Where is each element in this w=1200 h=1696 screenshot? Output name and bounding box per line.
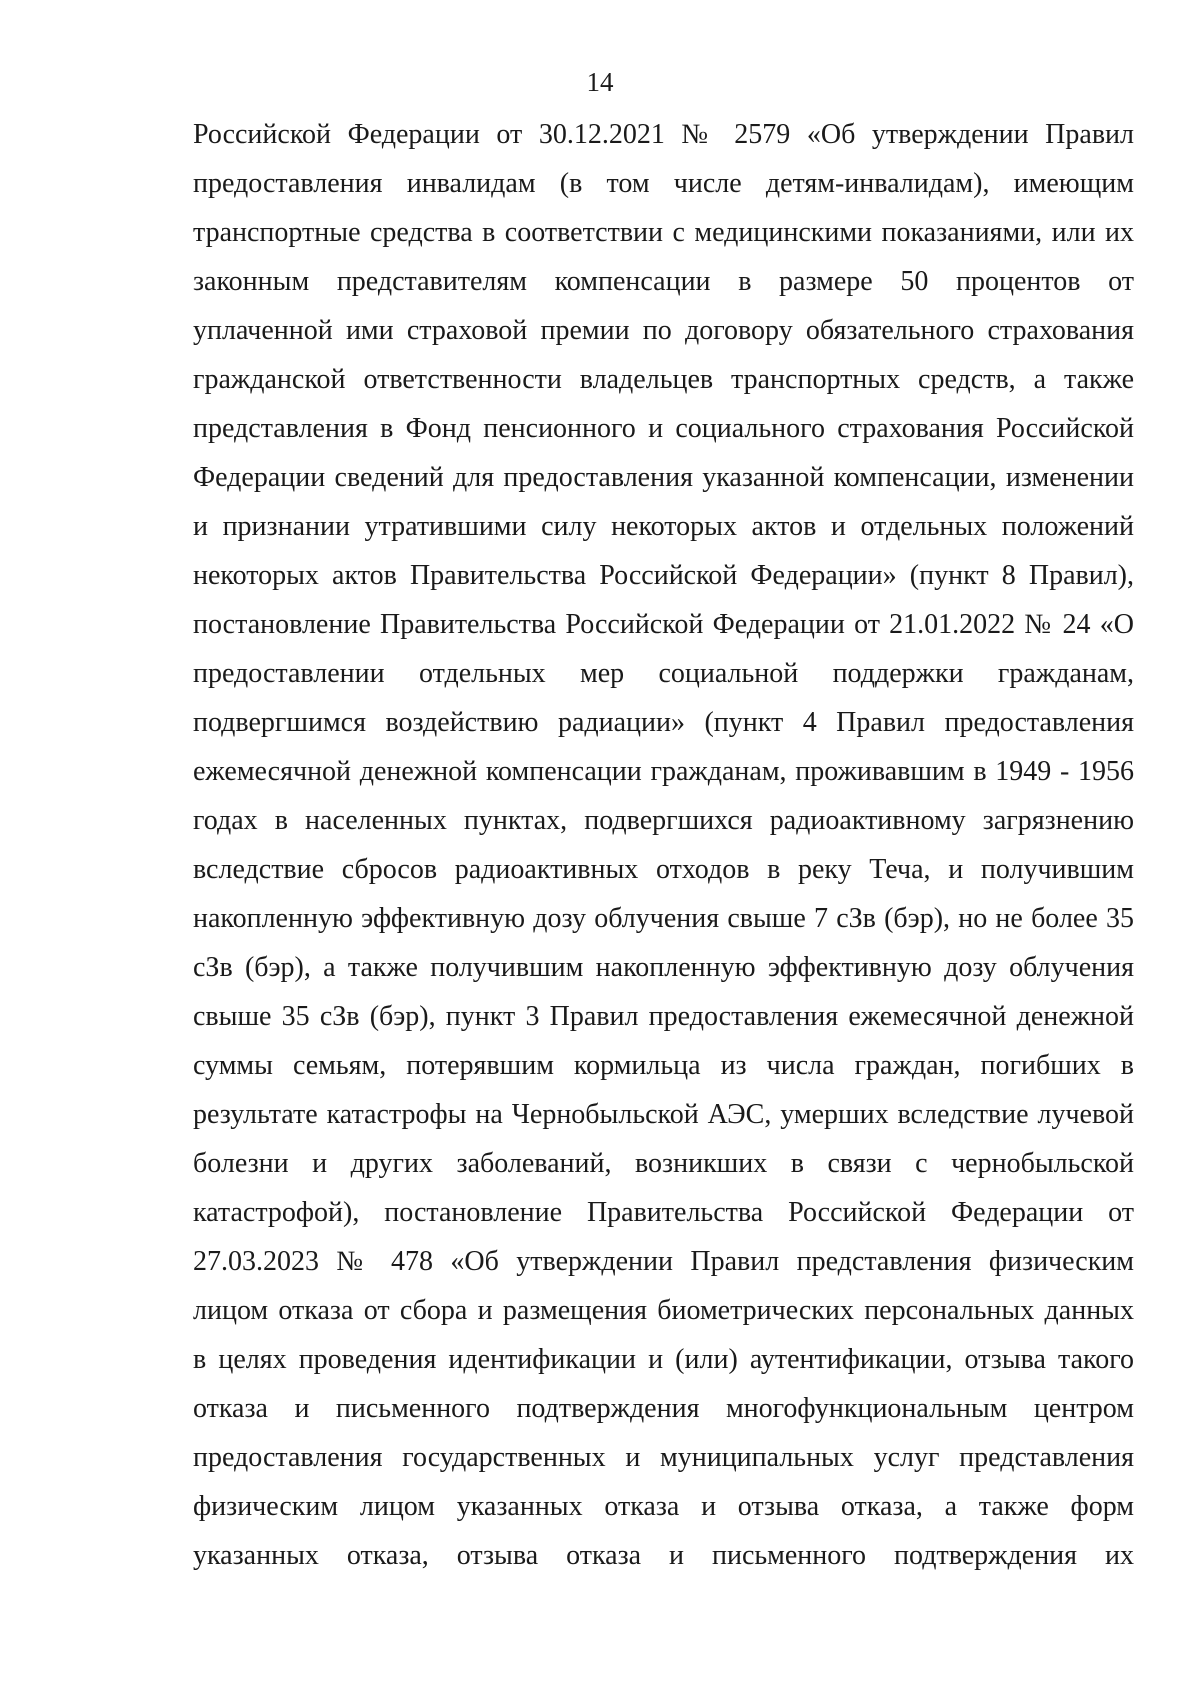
text-line: предоставления государственных и муниципальных услуг представления	[193, 1442, 1134, 1473]
text-line: гражданской ответственности владельцев транспортных средств, а также	[193, 364, 1134, 395]
text-line: предоставления инвалидам (в том числе детям-инвалидам), имеющим	[193, 168, 1134, 199]
text-line: ежемесячной денежной компенсации гражданам, проживавшим в 1949 - 1956	[193, 756, 1134, 787]
text-line: годах в населенных пунктах, подвергшихся радиоактивному загрязнению	[193, 805, 1134, 836]
text-line: лицом отказа от сбора и размещения биометрических персональных данных	[193, 1295, 1134, 1326]
text-line: законным представителям компенсации в размере 50 процентов от	[193, 266, 1134, 297]
text-line: 27.03.2023 № 478 «Об утверждении Правил представления физическим	[193, 1246, 1134, 1277]
text-line: сЗв (бэр), а также получившим накопленную эффективную дозу облучения	[193, 952, 1134, 983]
text-line: физическим лицом указанных отказа и отзыва отказа, а также форм	[193, 1491, 1134, 1522]
body-text	[193, 119, 1134, 1589]
text-line: результате катастрофы на Чернобыльской АЭС, умерших вследствие лучевой	[193, 1099, 1134, 1130]
text-line: свыше 35 сЗв (бэр), пункт 3 Правил предоставления ежемесячной денежной	[193, 1001, 1134, 1032]
text-line: транспортные средства в соответствии с медицинскими показаниями, или их	[193, 217, 1134, 248]
text-line: вследствие сбросов радиоактивных отходов в реку Теча, и получившим	[193, 854, 1134, 885]
text-line: отказа и письменного подтверждения многофункциональным центром	[193, 1393, 1134, 1424]
text-line: постановление Правительства Российской Федерации от 21.01.2022 № 24 «О	[193, 609, 1134, 640]
text-line: в целях проведения идентификации и (или) аутентификации, отзыва такого	[193, 1344, 1134, 1375]
text-line: суммы семьям, потерявшим кормильца из числа граждан, погибших в	[193, 1050, 1134, 1081]
text-line: представления в Фонд пенсионного и социального страхования Российской	[193, 413, 1134, 444]
text-line: указанных отказа, отзыва отказа и письменного подтверждения их	[193, 1540, 1134, 1571]
text-line: предоставлении отдельных мер социальной поддержки гражданам,	[193, 658, 1134, 689]
text-line: накопленную эффективную дозу облучения свыше 7 сЗв (бэр), но не более 35	[193, 903, 1134, 934]
page-number: 14	[586, 67, 614, 97]
text-line: и признании утратившими силу некоторых актов и отдельных положений	[193, 511, 1134, 542]
text-line: Российской Федерации от 30.12.2021 № 2579 «Об утверждении Правил	[193, 119, 1134, 150]
text-line: уплаченной ими страховой премии по договору обязательного страхования	[193, 315, 1134, 346]
text-line: некоторых актов Правительства Российской Федерации» (пункт 8 Правил),	[193, 560, 1134, 591]
text-line: катастрофой), постановление Правительства Российской Федерации от	[193, 1197, 1134, 1228]
text-line: Федерации сведений для предоставления указанной компенсации, изменении	[193, 462, 1134, 493]
text-line: подвергшимся воздействию радиации» (пункт 4 Правил предоставления	[193, 707, 1134, 738]
text-line: болезни и других заболеваний, возникших в связи с чернобыльской	[193, 1148, 1134, 1179]
